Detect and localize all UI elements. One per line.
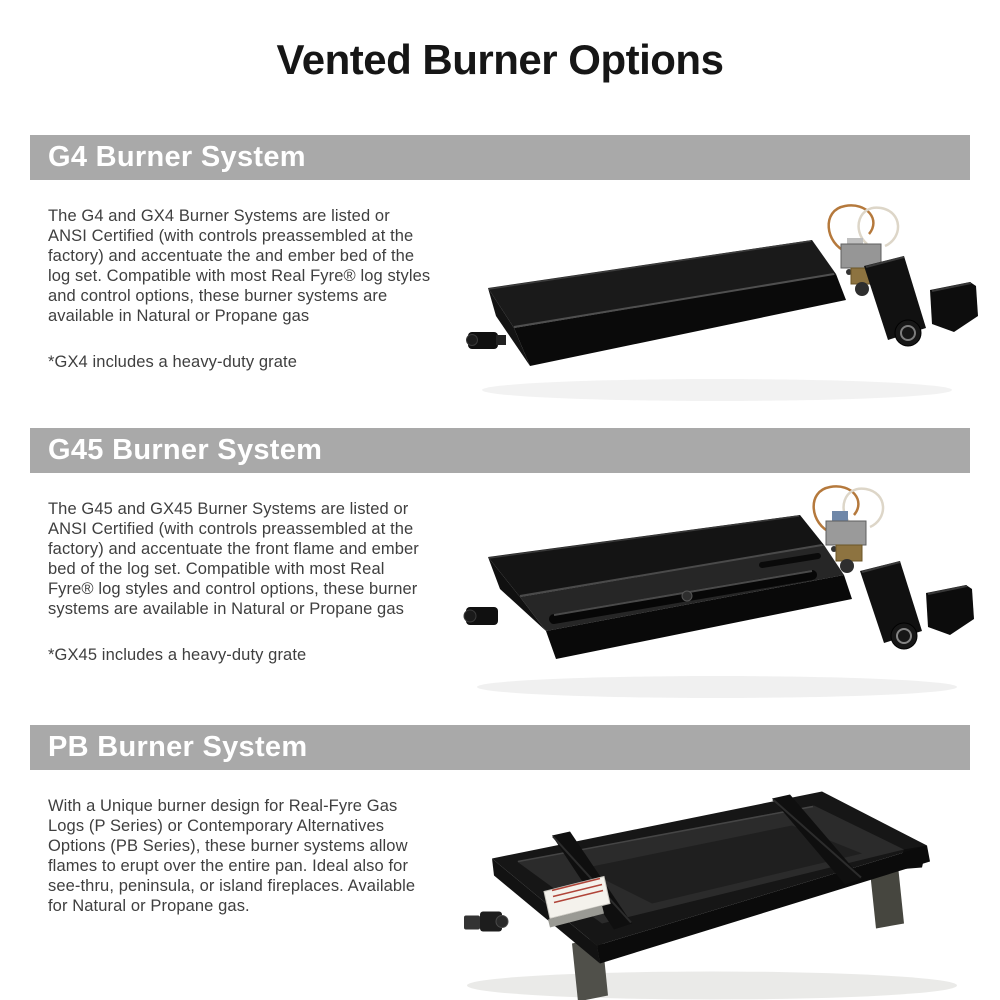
- section-banner-g45: [30, 428, 970, 473]
- section-paragraph-pb: With a Unique burner design for Real-Fyre Gas Logs (P Series) or Contemporary Alternatives Options (PB Series), these burner systems allow flames to erupt over the entire pan. Ideal also for see-thru, peninsula, or island fireplaces. Available for Natural or Propane gas.: [48, 797, 416, 915]
- product-image-pb: [462, 771, 997, 1000]
- gas-inlet-fitting: [464, 607, 498, 625]
- pb-burner-pan-illustration: [462, 771, 997, 1000]
- control-knob-bracket: [864, 256, 978, 346]
- section-heading-pb: PB Burner System: [48, 731, 308, 763]
- section-body-g45: [48, 499, 432, 665]
- section-banner-g4: [30, 135, 970, 180]
- g4-burner-pan-illustration: [462, 181, 997, 416]
- gas-inlet-fitting: [464, 912, 508, 932]
- section-heading-g45: G45 Burner System: [48, 434, 323, 466]
- section-paragraph-g4: The G4 and GX4 Burner Systems are listed or ANSI Certified (with controls preassembled at the factory) and accentuate the and ember bed of the log set. Compatible with most Real Fyre® log styles and control options, these burner systems are available in Natural or Propane gas: [48, 207, 431, 325]
- product-image-g45: [462, 474, 997, 709]
- product-image-g4: [462, 181, 997, 416]
- section-heading-g4: G4 Burner System: [48, 141, 306, 173]
- section-g45: [0, 428, 1000, 721]
- g45-burner-pan-illustration: [462, 474, 997, 709]
- section-note-g45: *GX45 includes a heavy-duty grate: [48, 646, 307, 664]
- section-paragraph-g45: The G45 and GX45 Burner Systems are listed or ANSI Certified (with controls preassembled at the factory) and accentuate the front flame and ember bed of the log set. Compatible with most Real Fyre® log styles and control options, these burner systems are available in Natural or Propane gas: [48, 500, 419, 618]
- gas-inlet-fitting: [467, 332, 507, 349]
- section-g4: [0, 135, 1000, 428]
- section-body-g4: [48, 206, 432, 372]
- section-body-pb: [48, 796, 432, 916]
- section-banner-pb: [30, 725, 970, 770]
- section-pb: [0, 725, 1000, 1000]
- control-knob-bracket: [860, 561, 974, 649]
- section-note-g4: *GX4 includes a heavy-duty grate: [48, 353, 298, 371]
- page-title: Vented Burner Options: [276, 36, 724, 83]
